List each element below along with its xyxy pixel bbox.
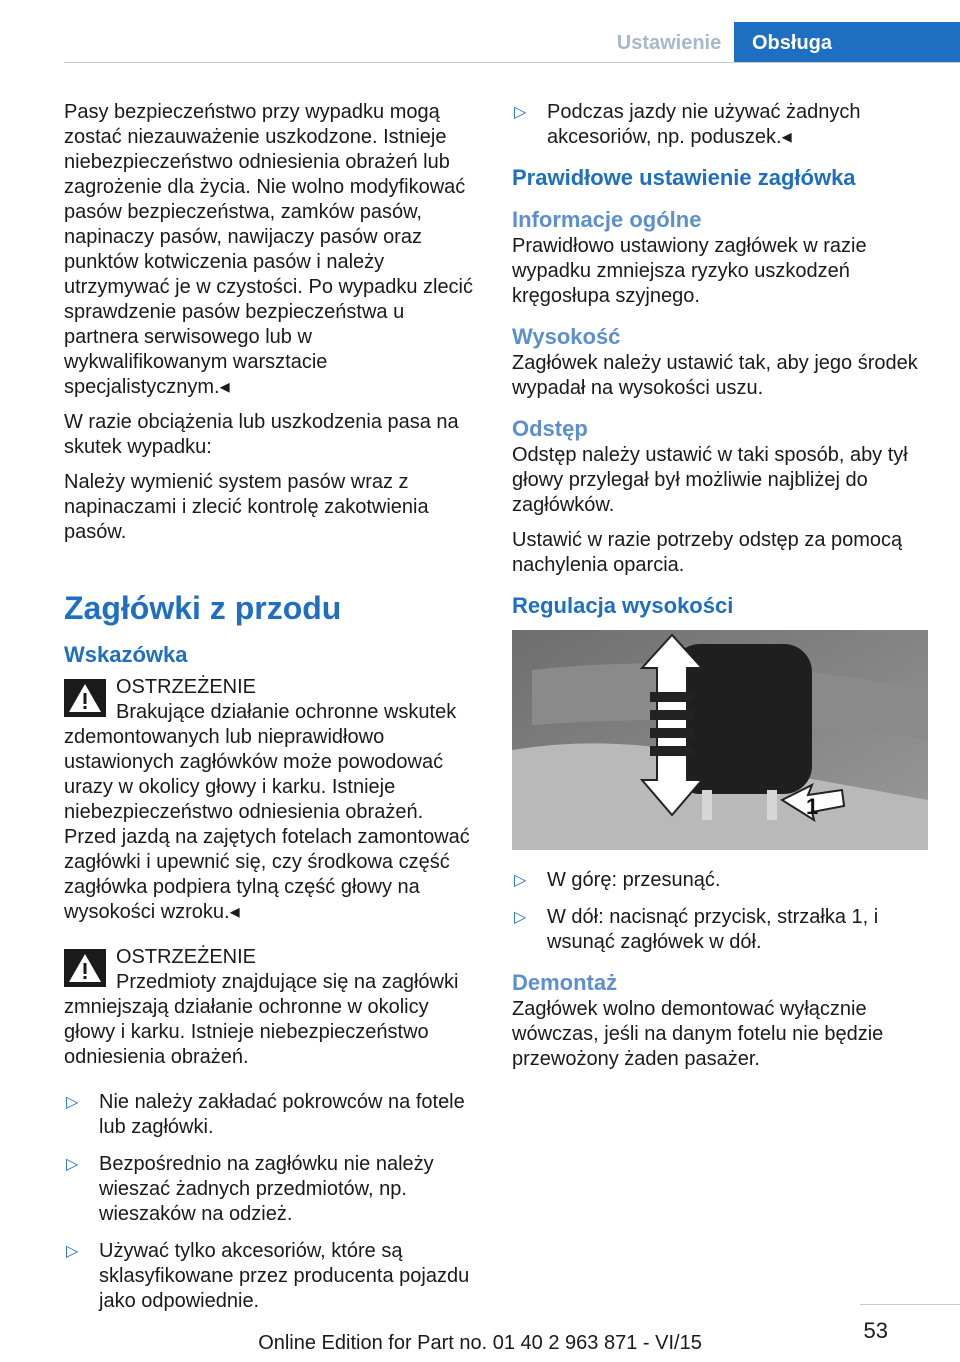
paragraph: Pasy bezpieczeństwo przy wypadku mogą zostać niezauważenie uszkodzone. Istnieje niebezpieczeństwo odniesienia obrażeń lub zagrożenie dla życia. Nie wolno modyfikować pasów bezpieczeństwa, zamków pasów, napinaczy pasów, nawijaczy pasów oraz punktów kotwiczenia pasów i należy utrzymywać je w czystości. Po wypadku zlecić sprawdzenie pasów bezpieczeństwa u partnera serwisowego lub w wykwalifikowanym warsztacie specjalistycznym.◂	[64, 101, 474, 398]
section-heading: Zagłówki z przodu	[64, 590, 342, 626]
bullet-list	[64, 1090, 480, 1314]
bullet-triangle-icon: ▷	[514, 909, 527, 926]
bullet-triangle-icon: ▷	[66, 1094, 79, 1111]
left-column	[64, 100, 480, 1326]
paragraph: Należy wymienić system pasów wraz z napinaczami i zlecić kontrolę zakotwienia pasów.	[64, 471, 429, 543]
warning-block	[64, 945, 480, 995]
edition-note: Online Edition for Part no. 01 40 2 963 871 - VI/15	[258, 1332, 702, 1354]
warning-text: zmniejszają działanie ochronne w okolicy głowy i karku. Istnieje niebezpieczeństwo odniesienia obrażeń.	[64, 996, 429, 1068]
paragraph: Zagłówek wolno demontować wyłącznie wówczas, jeśli na danym fotelu nie będzie przewożony żaden pasażer.	[512, 998, 884, 1070]
warning-title: OSTRZEŻENIE	[116, 676, 257, 698]
warning-triangle-icon	[64, 949, 106, 987]
bullet-list	[512, 868, 928, 955]
warning-text: zdemontowanych lub nieprawidłowo ustawionych zagłówków może powodować urazy w okolicy głowy i karku. Istnieje niebezpieczeństwo odniesienia obrażeń. Przed jazdą na zajętych fotelach zamontować zagłówki i upewnić się, czy środkowa część zagłówka podpiera tylną część głowy na wysokości wzroku.◂	[64, 726, 470, 923]
headrest-photo	[512, 630, 928, 850]
arrow-label: 1	[806, 794, 819, 819]
subsection-heading: Wskazówka	[64, 642, 188, 667]
subsection-heading: Demontaż	[512, 970, 618, 995]
paragraph: Odstęp należy ustawić w taki sposób, aby tył głowy przylegał był możliwie najbliżej do zagłówków.	[512, 444, 908, 516]
paragraph: Ustawić w razie potrzeby odstęp za pomocą nachylenia oparcia.	[512, 529, 903, 576]
paragraph: Prawidłowo ustawiony zagłówek w razie wypadku zmniejsza ryzyko uszkodzeń kręgosłupa szyjnego.	[512, 235, 867, 307]
subsection-heading: Odstęp	[512, 416, 588, 441]
warning-lead: Brakujące działanie ochronne wskutek	[116, 701, 457, 723]
page-header	[64, 22, 960, 63]
list-item: ▷ Bezpośrednio na zagłówku nie należy wieszać żadnych przedmiotów, np. wieszaków na odzież.	[66, 1153, 434, 1225]
subsection-heading: Regulacja wysokości	[512, 593, 734, 618]
paragraph: Zagłówek należy ustawić tak, aby jego środek wypadał na wysokości uszu.	[512, 352, 918, 399]
section-tab: Ustawienie	[616, 32, 722, 54]
subsection-heading: Informacje ogólne	[512, 207, 702, 232]
section-heading: Prawidłowe ustawienie zagłówka	[512, 165, 856, 190]
bullet-triangle-icon: ▷	[66, 1156, 79, 1173]
page-number: 53	[863, 1318, 888, 1343]
list-item: ▷ Nie należy zakładać pokrowców na fotele lub zagłówki.	[66, 1091, 465, 1138]
paragraph: W razie obciążenia lub uszkodzenia pasa na skutek wypadku:	[64, 411, 459, 458]
list-item: ▷ Używać tylko akcesoriów, które są sklasyfikowane przez producenta pojazdu jako odpowiednie.	[66, 1240, 470, 1312]
bullet-list	[512, 100, 928, 150]
bullet-triangle-icon: ▷	[66, 1243, 79, 1260]
warning-title: OSTRZEŻENIE	[116, 946, 257, 968]
bullet-triangle-icon: ▷	[514, 104, 527, 121]
warning-lead: Przedmioty znajdujące się na zagłówki	[116, 971, 459, 993]
bullet-triangle-icon: ▷	[514, 872, 527, 889]
chapter-tab: Obsługa	[734, 22, 960, 62]
list-item: ▷ Podczas jazdy nie używać żadnych akcesoriów, np. poduszek.◂	[514, 101, 861, 148]
warning-triangle-icon	[64, 679, 106, 717]
warning-block	[64, 675, 480, 725]
list-item: ▷ W dół: nacisnąć przycisk, strzałka 1, i wsunąć zagłówek w dół.	[514, 906, 879, 953]
right-column	[512, 100, 928, 1082]
subsection-heading: Wysokość	[512, 324, 621, 349]
list-item: ▷ W górę: przesunąć.	[514, 869, 721, 891]
footer-rule	[860, 1304, 960, 1305]
